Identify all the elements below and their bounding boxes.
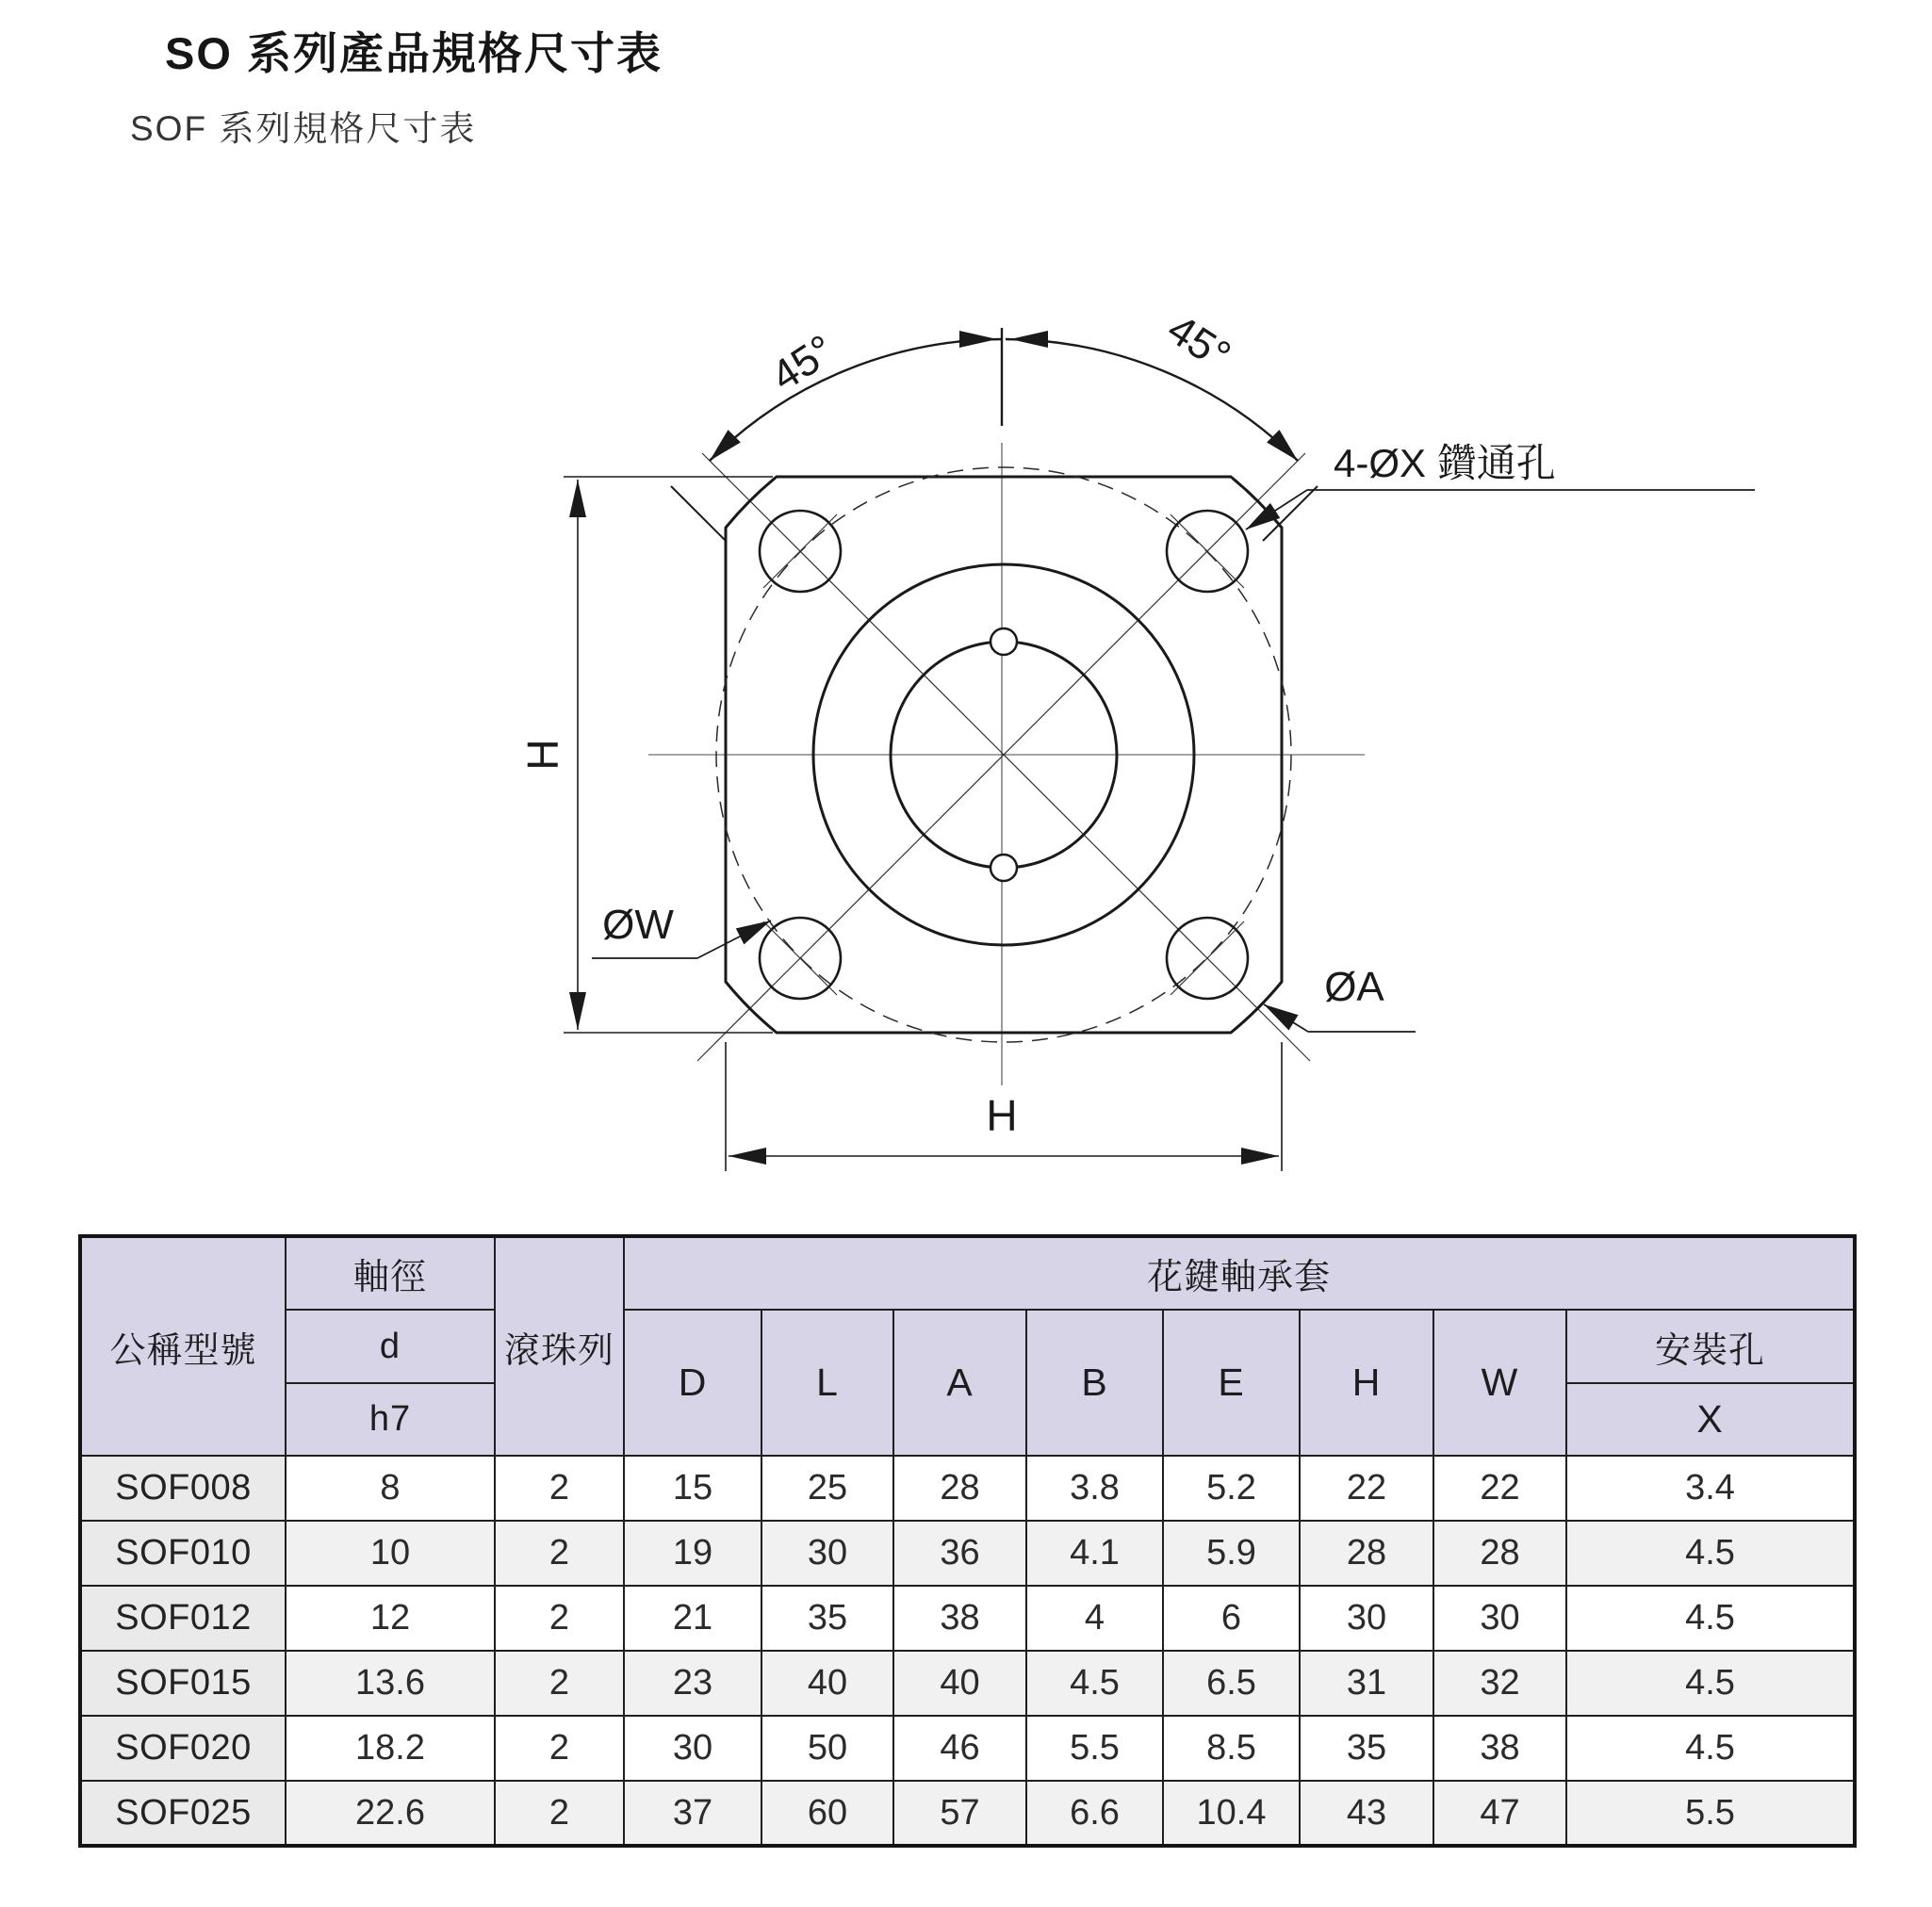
d-value: 22.6 (286, 1781, 495, 1846)
dim-L-value: 50 (761, 1716, 893, 1781)
header-spline-sleeve: 花鍵軸承套 (624, 1236, 1855, 1310)
dim-D-value: 19 (624, 1521, 761, 1586)
dim-L-value: 60 (761, 1781, 893, 1846)
ball-groove-top (991, 628, 1017, 655)
dim-H-value: 35 (1300, 1716, 1433, 1781)
dim-E-value: 8.5 (1163, 1716, 1300, 1781)
dim-H-value: 22 (1300, 1456, 1433, 1521)
dim-B-value: 3.8 (1026, 1456, 1163, 1521)
dim-H-value: 28 (1300, 1521, 1433, 1586)
header-dim-E: E (1163, 1310, 1300, 1456)
dim-E-value: 6.5 (1163, 1651, 1300, 1716)
dim-W-value: 38 (1433, 1716, 1566, 1781)
dim-h-horizontal-label: H (986, 1091, 1018, 1140)
dim-E-value: 6 (1163, 1586, 1300, 1651)
header-model: 公稱型號 (80, 1236, 286, 1456)
table-row (80, 1781, 1855, 1846)
ball-rows-value: 2 (495, 1651, 624, 1716)
header-dim-D: D (624, 1310, 761, 1456)
d-value: 13.6 (286, 1651, 495, 1716)
callout-bolt-holes (1246, 441, 1755, 530)
table-row (80, 1521, 1855, 1586)
dim-X-value: 4.5 (1566, 1651, 1855, 1716)
dim-E-value: 5.9 (1163, 1521, 1300, 1586)
header-dim-W: W (1433, 1310, 1566, 1456)
dim-B-value: 5.5 (1026, 1716, 1163, 1781)
dim-E-value: 10.4 (1163, 1781, 1300, 1846)
chamfer-extension-tick (671, 486, 726, 541)
dim-W-value: 30 (1433, 1586, 1566, 1651)
table-row (80, 1456, 1855, 1521)
dim-A-value: 40 (893, 1651, 1026, 1716)
dim-H-value: 30 (1300, 1586, 1433, 1651)
dim-X-value: 4.5 (1566, 1586, 1855, 1651)
dim-B-value: 4 (1026, 1586, 1163, 1651)
ball-rows-value: 2 (495, 1456, 624, 1521)
dim-D-value: 30 (624, 1716, 761, 1781)
dim-L-value: 40 (761, 1651, 893, 1716)
diagonal-construction-line (702, 453, 1310, 1061)
dim-D-value: 23 (624, 1651, 761, 1716)
header-mounting-hole: 安裝孔 (1566, 1310, 1855, 1383)
dim-A-value: 36 (893, 1521, 1026, 1586)
d-value: 12 (286, 1586, 495, 1651)
dim-A-value: 28 (893, 1456, 1026, 1521)
ball-rows-value: 2 (495, 1781, 624, 1846)
dim-W-value: 28 (1433, 1521, 1566, 1586)
page-subtitle: SOF 系列規格尺寸表 (130, 109, 477, 148)
dim-W-value: 32 (1433, 1651, 1566, 1716)
table-row (80, 1586, 1855, 1651)
dim-X-value: 4.5 (1566, 1716, 1855, 1781)
header-h7: h7 (286, 1383, 495, 1456)
dim-D-value: 37 (624, 1781, 761, 1846)
header-dim-X: X (1566, 1383, 1855, 1456)
dim-X-value: 4.5 (1566, 1521, 1855, 1586)
header-dim-A: A (893, 1310, 1026, 1456)
ball-rows-value: 2 (495, 1586, 624, 1651)
dim-B-value: 6.6 (1026, 1781, 1163, 1846)
model-cell: SOF020 (80, 1716, 286, 1781)
dim-X-value: 3.4 (1566, 1456, 1855, 1521)
dim-L-value: 30 (761, 1521, 893, 1586)
dim-A-value: 38 (893, 1586, 1026, 1651)
dimension-h-horizontal (726, 1042, 1282, 1171)
model-cell: SOF025 (80, 1781, 286, 1846)
angle-right-label: 45° (1159, 304, 1239, 380)
dim-A-value: 57 (893, 1781, 1026, 1846)
dim-D-value: 15 (624, 1456, 761, 1521)
model-cell: SOF012 (80, 1586, 286, 1651)
model-cell: SOF010 (80, 1521, 286, 1586)
ball-rows-value: 2 (495, 1716, 624, 1781)
dim-B-value: 4.5 (1026, 1651, 1163, 1716)
d-value: 18.2 (286, 1716, 495, 1781)
dim-W-value: 47 (1433, 1781, 1566, 1846)
angle-dimension-right (1006, 304, 1298, 461)
model-cell: SOF008 (80, 1456, 286, 1521)
dim-B-value: 4.1 (1026, 1521, 1163, 1586)
ball-rows-value: 2 (495, 1521, 624, 1586)
dim-X-value: 5.5 (1566, 1781, 1855, 1846)
d-value: 10 (286, 1521, 495, 1586)
page-title: SO 系列產品規格尺寸表 (165, 28, 663, 78)
spec-table-section (78, 1234, 1857, 1848)
header-dim-H: H (1300, 1310, 1433, 1456)
table-row (80, 1716, 1855, 1781)
dim-A-value: 46 (893, 1716, 1026, 1781)
header-dim-B: B (1026, 1310, 1163, 1456)
dim-W-value: 22 (1433, 1456, 1566, 1521)
dim-D-value: 21 (624, 1586, 761, 1651)
dim-L-value: 35 (761, 1586, 893, 1651)
angle-left-label: 45° (762, 325, 843, 400)
header-ball-rows: 滾珠列 (495, 1236, 624, 1456)
bolt-hole-callout-label: 4-ØX 鑽通孔 (1334, 441, 1556, 485)
dim-h-vertical-label: H (518, 739, 567, 771)
dim-E-value: 5.2 (1163, 1456, 1300, 1521)
header-d: d (286, 1310, 495, 1383)
dim-L-value: 25 (761, 1456, 893, 1521)
callout-dia-w (592, 902, 771, 958)
d-value: 8 (286, 1456, 495, 1521)
dim-H-value: 43 (1300, 1781, 1433, 1846)
dia-a-label: ØA (1324, 964, 1384, 1010)
table-row (80, 1651, 1855, 1716)
dia-w-label: ØW (602, 902, 674, 948)
ball-groove-bottom (991, 855, 1017, 881)
header-shaft-dia: 軸徑 (286, 1236, 495, 1310)
model-cell: SOF015 (80, 1651, 286, 1716)
header-dim-L: L (761, 1310, 893, 1456)
callout-dia-a (1264, 964, 1416, 1032)
dim-H-value: 31 (1300, 1651, 1433, 1716)
spec-table (78, 1234, 1857, 1848)
angle-dimension-left (710, 325, 1002, 461)
